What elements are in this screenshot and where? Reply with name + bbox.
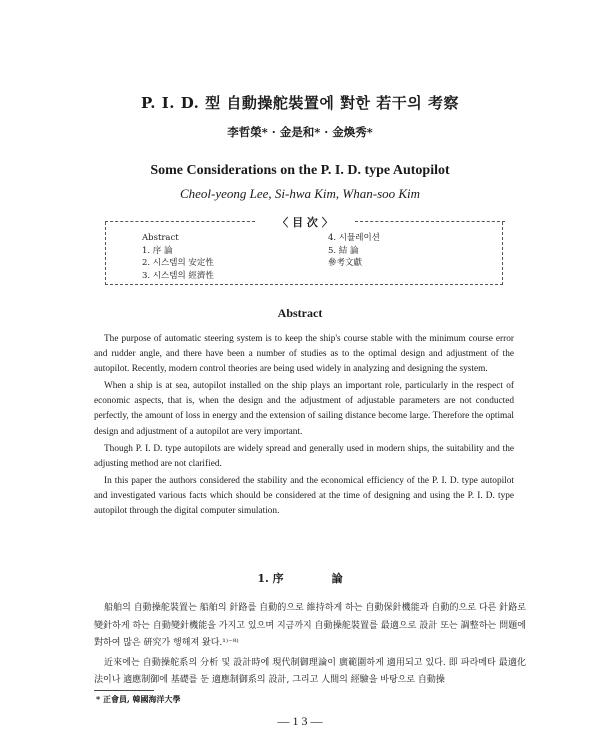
toc-item: 2. 시스템의 安定性 [142, 258, 214, 268]
toc-left-column [142, 232, 214, 282]
table-of-contents [105, 222, 503, 285]
abstract-paragraph: Though P. I. D. type autopilots are widely spread and generally used in modern ships, the suitability and the adjusting method are not clarified. [94, 443, 514, 469]
abstract-paragraph: When a ship is at sea, autopilot installed on the ship plays an important role, particularly in the respect of economic aspects, that is, when the design and the adjustment of adjustable parameters are not conducted perfectly, the amount of loss in energy and the extension of sailing distance become large. Therefore the optimal design and adjustment of a autopilot are very important. [94, 381, 514, 437]
footnote: * 正會員, 韓國海洋大學 [96, 694, 181, 704]
abstract-paragraph: In this paper the authors considered the stability and the economical efficiency of the P. I. D. type autopilot and investigated various facts which should be considered at the time of designing and using the P. I. D. type autopilot through the digital computer simulation. [94, 475, 514, 517]
toc-item: 4. 시뮬레이션 [328, 233, 380, 243]
authors-english: Cheol-yeong Lee, Si-hwa Kim, Whan-soo Kim [179, 186, 421, 201]
abstract-paragraph: The purpose of automatic steering system is to keep the ship's course stable with the minimum course error and rudder angle, and there have been a number of studies as to the optimal design and adjustment of the autopilot. Recently, modern control theories are being used widely in analyzing and designing the system. [94, 334, 514, 375]
abstract-heading: Abstract [277, 306, 323, 320]
abstract-body [94, 332, 514, 521]
paper-title-korean: P. I. D. 型 自動操舵裝置에 對한 若干의 考察 [141, 94, 459, 112]
body-paragraph: 近來에는 自動操舵系의 分析 및 設計時에 現代制御理論이 廣範圍하게 適用되고 있다. 即 파라메타 最適化法이나 適應制御에 基礎를 둔 適應制御系의 設計, 그리고 人間의 經驗을 바탕으로 自動操 [94, 657, 526, 685]
toc-item: 1. 序 論 [142, 245, 173, 256]
toc-item: 3. 시스템의 經濟性 [142, 270, 214, 281]
body-paragraph: 船舶의 自動操舵裝置는 船舶의 針路를 自動的으로 維持하게 하는 自動保針機能과 自動的으로 다른 針路로 變針하게 하는 自動變針機能을 가지고 있으며 지금까지 自動操舵裝置를 最適으로 設計 또는 調整하는 問題에 對하여 많은 硏究가 행해져 왔다.¹⁾⁻⁸⁾ [94, 603, 526, 648]
section-number: 1. 序 [257, 572, 284, 585]
page-number: — 1 3 — [277, 714, 323, 728]
section-title: 論 [331, 572, 343, 585]
footnote-rule [94, 690, 154, 691]
toc-right-column [328, 232, 380, 270]
toc-item: 參考文獻 [328, 258, 363, 268]
authors-korean: 李哲榮* · 金是和* · 金煥秀* [227, 125, 373, 139]
toc-label: 〈 目 次 〉 [277, 216, 333, 229]
toc-item: Abstract [142, 233, 179, 243]
section-heading [0, 570, 600, 586]
section-body [94, 600, 526, 692]
paper-title-english: Some Considerations on the P. I. D. type Autopilot [150, 163, 450, 178]
toc-item: 5. 結 論 [328, 245, 359, 256]
